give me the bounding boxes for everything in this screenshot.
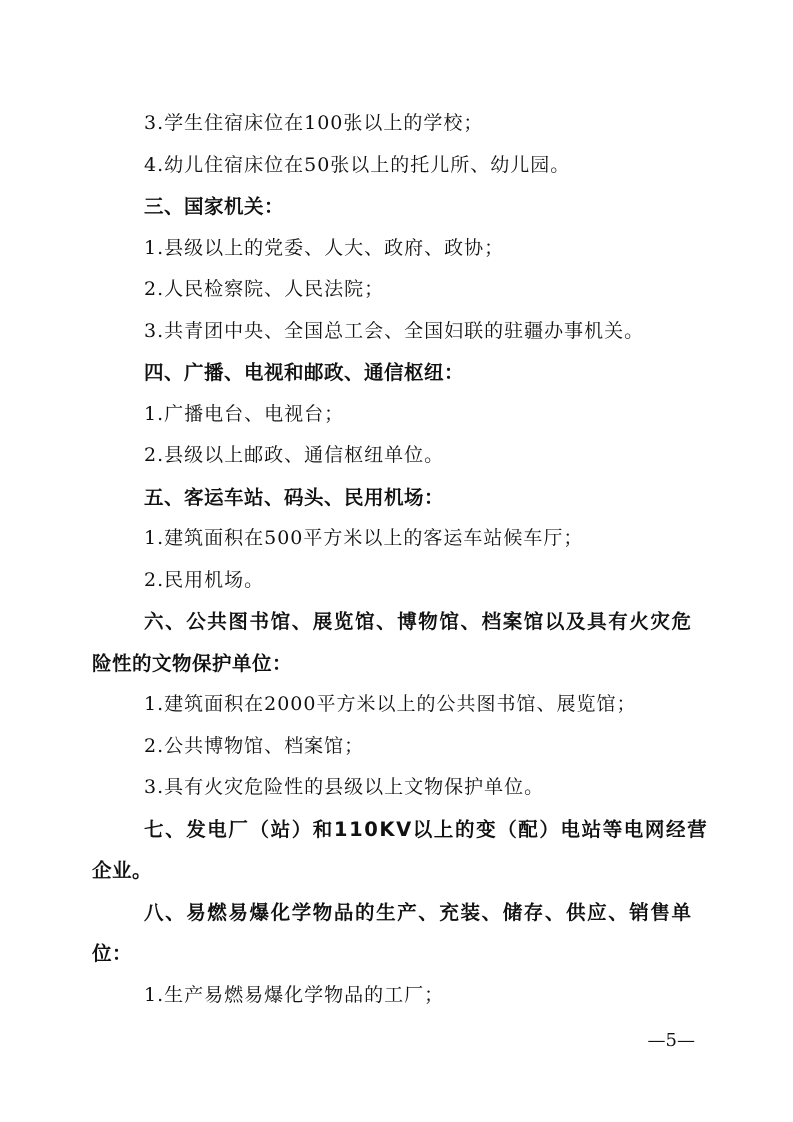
section-heading-continuation: 位：	[92, 942, 133, 965]
list-item: 3.共青团中央、全国总工会、全国妇联的驻疆办事机关。	[144, 319, 645, 342]
page-number: —5—	[647, 1030, 695, 1051]
list-item: 1.生产易燃易爆化学物品的工厂；	[144, 983, 445, 1006]
list-item: 2.民用机场。	[144, 568, 265, 591]
document-body	[92, 103, 709, 1016]
section-heading: 三、国家机关：	[144, 195, 285, 218]
section-heading-continuation: 企业。	[92, 859, 153, 882]
list-item: 2.县级以上邮政、通信枢纽单位。	[144, 444, 445, 466]
list-item: 1.县级以上的党委、人大、政府、政协；	[144, 236, 505, 259]
list-item: 1.广播电台、电视台；	[144, 402, 345, 425]
section-heading: 七、发电厂（站）和110KV以上的变（配）电站等电网经营	[144, 817, 709, 841]
section-heading: 六、公共图书馆、展览馆、博物馆、档案馆以及具有火灾危	[144, 610, 693, 633]
list-item: 1.建筑面积在500平方米以上的客运车站候车厅；	[144, 527, 584, 549]
section-heading: 四、广播、电视和邮政、通信枢纽：	[144, 361, 465, 384]
section-heading: 五、客运车站、码头、民用机场：	[144, 485, 445, 509]
list-item: 3.具有火灾危险性的县级以上文物保护单位。	[144, 776, 545, 798]
list-item: 1.建筑面积在2000平方米以上的公共图书馆、展览馆；	[144, 693, 637, 715]
section-heading-continuation: 险性的文物保护单位：	[92, 651, 293, 675]
list-item: 2.公共博物馆、档案馆；	[144, 734, 365, 757]
list-item: 2.人民检察院、人民法院；	[144, 278, 385, 300]
section-heading: 八、易燃易爆化学物品的生产、充装、储存、供应、销售单	[144, 900, 693, 924]
list-item: 4.幼儿住宿床位在50张以上的托儿所、幼儿园。	[144, 153, 571, 176]
list-item: 3.学生住宿床位在100张以上的学校；	[144, 112, 484, 134]
